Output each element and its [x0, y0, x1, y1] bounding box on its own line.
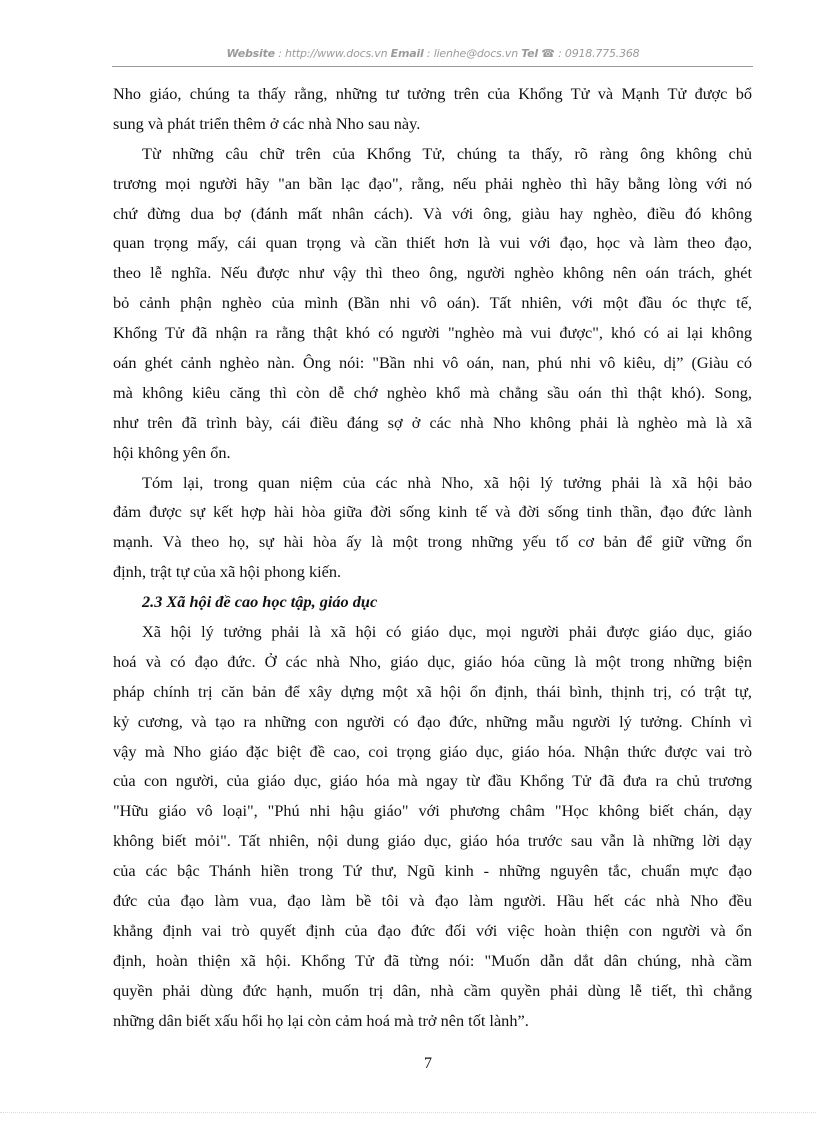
- text-line: Nho giáo, chúng ta thấy rằng, những tư tưởng trên của Khổng Tử và Mạnh Tử được bổ: [113, 84, 752, 103]
- text-line: hội không yên ổn.: [113, 442, 231, 462]
- text-line: mà không kiêu căng thì còn dễ chớ nghèo khổ mà chẳng sầu oán thì thật khó). Song,: [113, 382, 752, 402]
- text-line: đảm được sự kết hợp hài hòa giữa đời sống kinh tế và đời sống tinh thần, đạo đức lành: [113, 502, 752, 522]
- phone-icon: ☎: [541, 47, 555, 60]
- text-line: Tóm lại, trong quan niệm của các nhà Nho, xã hội lý tưởng phải là xã hội bảo: [142, 472, 752, 492]
- page-header: [113, 47, 753, 60]
- section-heading: 2.3 Xã hội đề cao học tập, giáo dục: [142, 592, 378, 612]
- text-line: của con người, của giáo dục, giáo hóa mà ngay từ đầu Khổng Tử đã đưa ra chủ trương: [113, 771, 752, 791]
- text-line: Từ những câu chữ trên của Khổng Tử, chúng ta thấy, rõ ràng ông không chủ: [142, 143, 752, 163]
- page-number: 7: [424, 1055, 432, 1072]
- website-label: Website: [226, 47, 275, 60]
- tel-label: Tel: [521, 47, 538, 60]
- text-line: đức của đạo làm vua, đạo làm bề tôi và đạo làm người. Hầu hết các nhà Nho đều: [113, 891, 752, 911]
- text-line: định, trật tự của xã hội phong kiến.: [113, 562, 342, 582]
- text-line: bỏ cảnh phận nghèo của mình (Bần nhi vô oán). Tất nhiên, với một đầu óc thực tế,: [113, 293, 752, 313]
- text-line: như trên đã trình bày, cái điều đáng sợ ở các nhà Nho không phải là nghèo mà là xã: [113, 412, 752, 432]
- text-line: những dân biết xấu hổi họ lại còn cảm hoá mà trở nên tốt lành”.: [113, 1010, 529, 1030]
- text-line: quan trọng mấy, cái quan trọng và cần thiết hơn là vui với đạo, học và làm theo đạo,: [113, 233, 752, 253]
- tel-value: : 0918.775.368: [554, 47, 640, 60]
- text-line: định, hoàn thiện xã hội. Khổng Tử đã từng nói: "Muốn dẫn dắt dân chúng, nhà cầm: [113, 950, 752, 970]
- text-line: Xã hội lý tưởng phải là xã hội có giáo dục, mọi người phải được giáo dục, giáo: [142, 622, 752, 642]
- text-line: mạnh. Và theo họ, sự hài hòa ấy là một trong những yếu tố cơ bản để giữ vững ổn: [113, 532, 752, 552]
- email-label: Email: [390, 47, 424, 60]
- document-body: [113, 79, 752, 1036]
- text-line: vậy mà Nho giáo đặc biệt đề cao, coi trọng giáo dục, giáo hóa. Nhận thức được vai trò: [113, 741, 752, 761]
- website-value: : http://www.docs.vn: [274, 47, 391, 60]
- text-line: sung và phát triển thêm ở các nhà Nho sau này.: [113, 113, 421, 133]
- text-line: Khổng Tử đã nhận ra rằng thật khó có người "nghèo mà vui được", khó có ai lại không: [113, 323, 752, 343]
- text-line: khẳng định vai trò quyết định của đạo đức đối với việc hoàn thiện con người và ổn: [113, 920, 752, 940]
- text-line: trương mọi người hãy "an bần lạc đạo", rằng, nếu phải nghèo thì hãy bằng lòng với nó: [113, 173, 752, 193]
- text-line: hoá và có đạo đức. Ở các nhà Nho, giáo dục, giáo hóa cũng là một trong những biện: [113, 651, 752, 671]
- text-line: oán ghét cảnh nghèo nàn. Ông nói: "Bần nhi vô oán, nan, phú nhi vô kiêu, dị” (Giàu có: [113, 353, 752, 373]
- text-line: pháp chính trị căn bản để xây dựng một xã hội ổn định, thái bình, thịnh trị, có trật tự,: [113, 681, 752, 701]
- text-line: kỷ cương, và tạo ra những con người có đạo đức, những mẫu người lý tưởng. Chính vì: [113, 711, 752, 731]
- header-rule: [112, 66, 753, 67]
- text-line: không biết mỏi". Tất nhiên, nội dung giáo dục, giáo hóa trước sau vẫn là những lời dạy: [113, 831, 752, 851]
- text-line: của các bậc Thánh hiền trong Tứ thư, Ngũ kinh - những nguyên tắc, chuẩn mực đạo: [113, 861, 752, 881]
- page-border: [0, 1112, 816, 1113]
- text-line: theo lễ nghĩa. Nếu được như vậy thì theo ông, người nghèo không nên oán trách, ghét: [113, 263, 752, 283]
- text-line: quyền phải dùng đức hạnh, muốn trị dân, nhà cầm quyền phải dùng lễ tiết, thì chẳng: [113, 980, 752, 1000]
- text-line: chứ đừng dua bợ (đánh mất nhân cách). Và với ông, giàu hay nghèo, điều đó không: [113, 203, 752, 223]
- text-line: "Hữu giáo vô loại", "Phú nhi hậu giáo" với phương châm "Học không biết chán, dạy: [113, 801, 752, 821]
- email-value: : lienhe@docs.vn: [423, 47, 522, 60]
